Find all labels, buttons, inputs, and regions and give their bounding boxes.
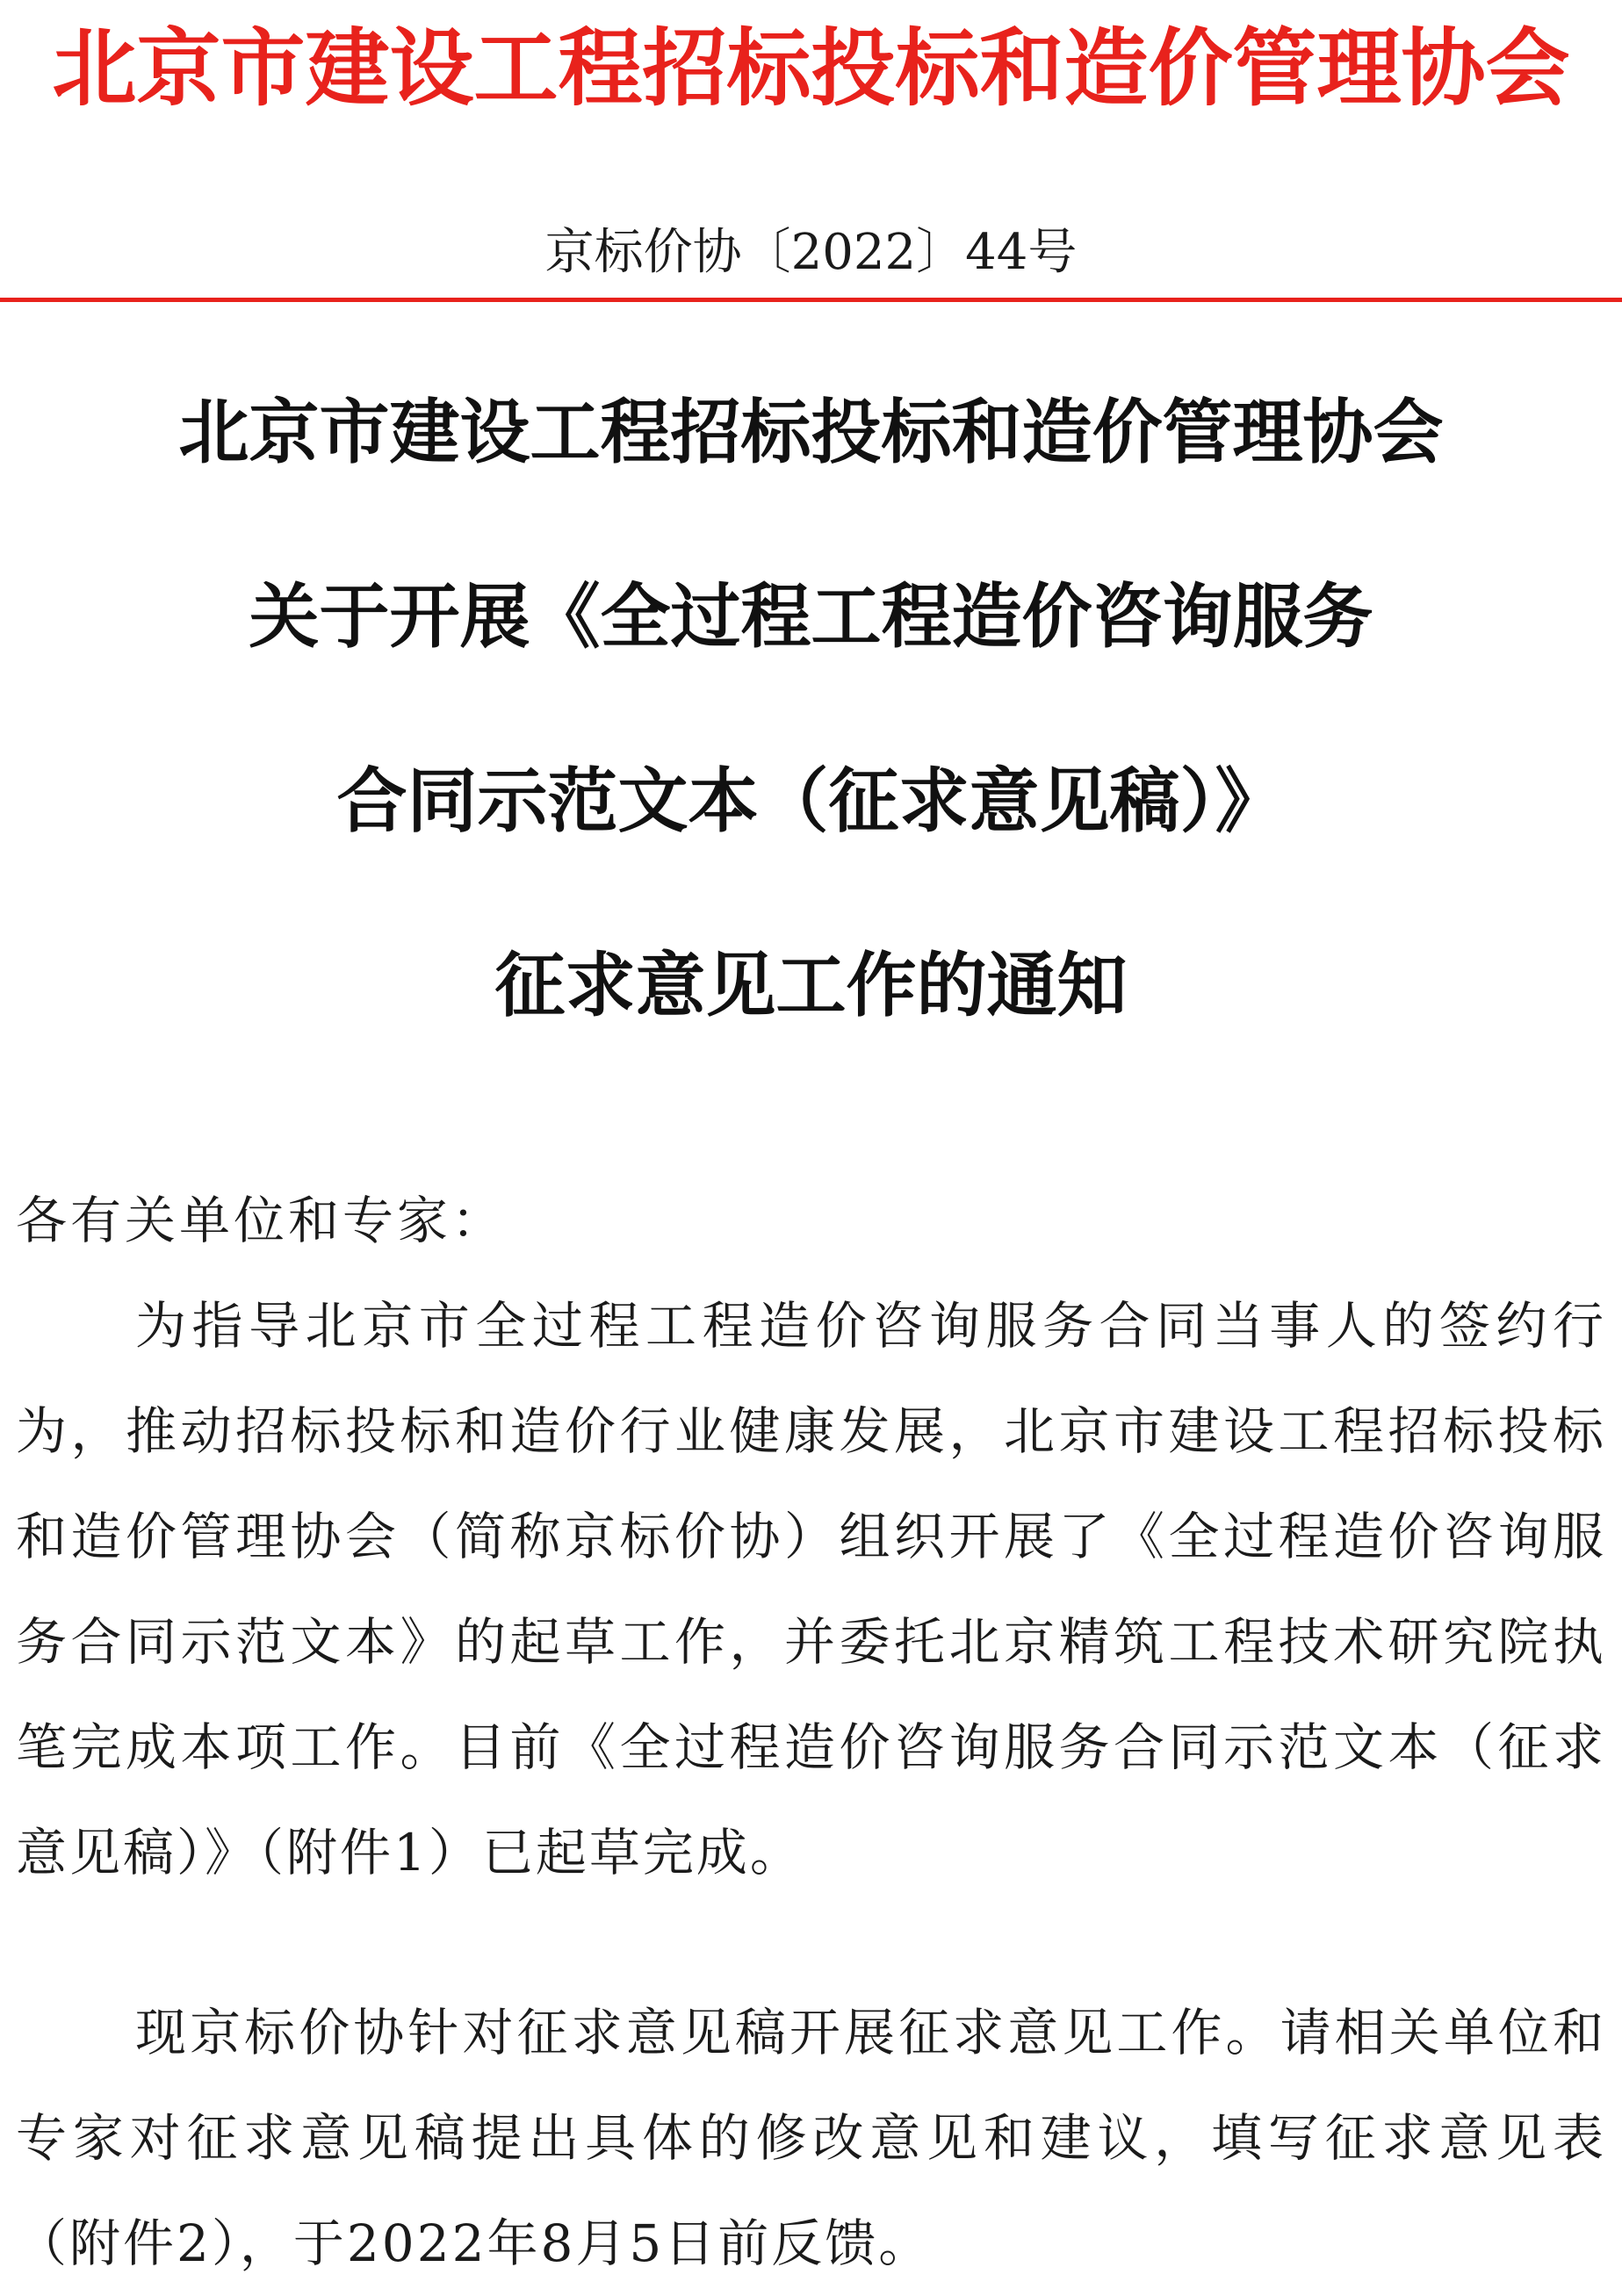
- body-paragraph-2: 现京标价协针对征求意见稿开展征求意见工作。请相关单位和专家对征求意见稿提出具体的修改意见和建议，填写征求意见表（附件2），于2022年8月5日前反馈。: [16, 2003, 1606, 2273]
- organization-letterhead: 北京市建设工程招标投标和造价管理协会: [52, 18, 1570, 118]
- body-paragraph-1: 为指导北京市全过程工程造价咨询服务合同当事人的签约行为，推动招标投标和造价行业健康发展，北京市建设工程招标投标和造价管理协会（简称京标价协）组织开展了《全过程造价咨询服务合同示范文本》的起草工作，并委托北京精筑工程技术研究院执笔完成本项工作。目前《全过程造价咨询服务合同示范文本（征求意见稿）》（附件1）已起草完成。: [16, 1296, 1606, 1882]
- title-line-1: 北京市建设工程招标投标和造价管理协会: [178, 392, 1444, 473]
- title-line-3: 合同示范文本（征求意见稿）》: [336, 760, 1286, 842]
- document-title: [0, 386, 1622, 1032]
- title-line-2: 关于开展《全过程工程造价咨询服务: [249, 576, 1373, 658]
- salutation: 各有关单位和专家：: [16, 1191, 507, 1250]
- title-line-4: 征求意见工作的通知: [494, 945, 1128, 1026]
- red-divider-line: [0, 298, 1622, 302]
- document-number: 京标价协〔2022〕44号: [544, 224, 1078, 281]
